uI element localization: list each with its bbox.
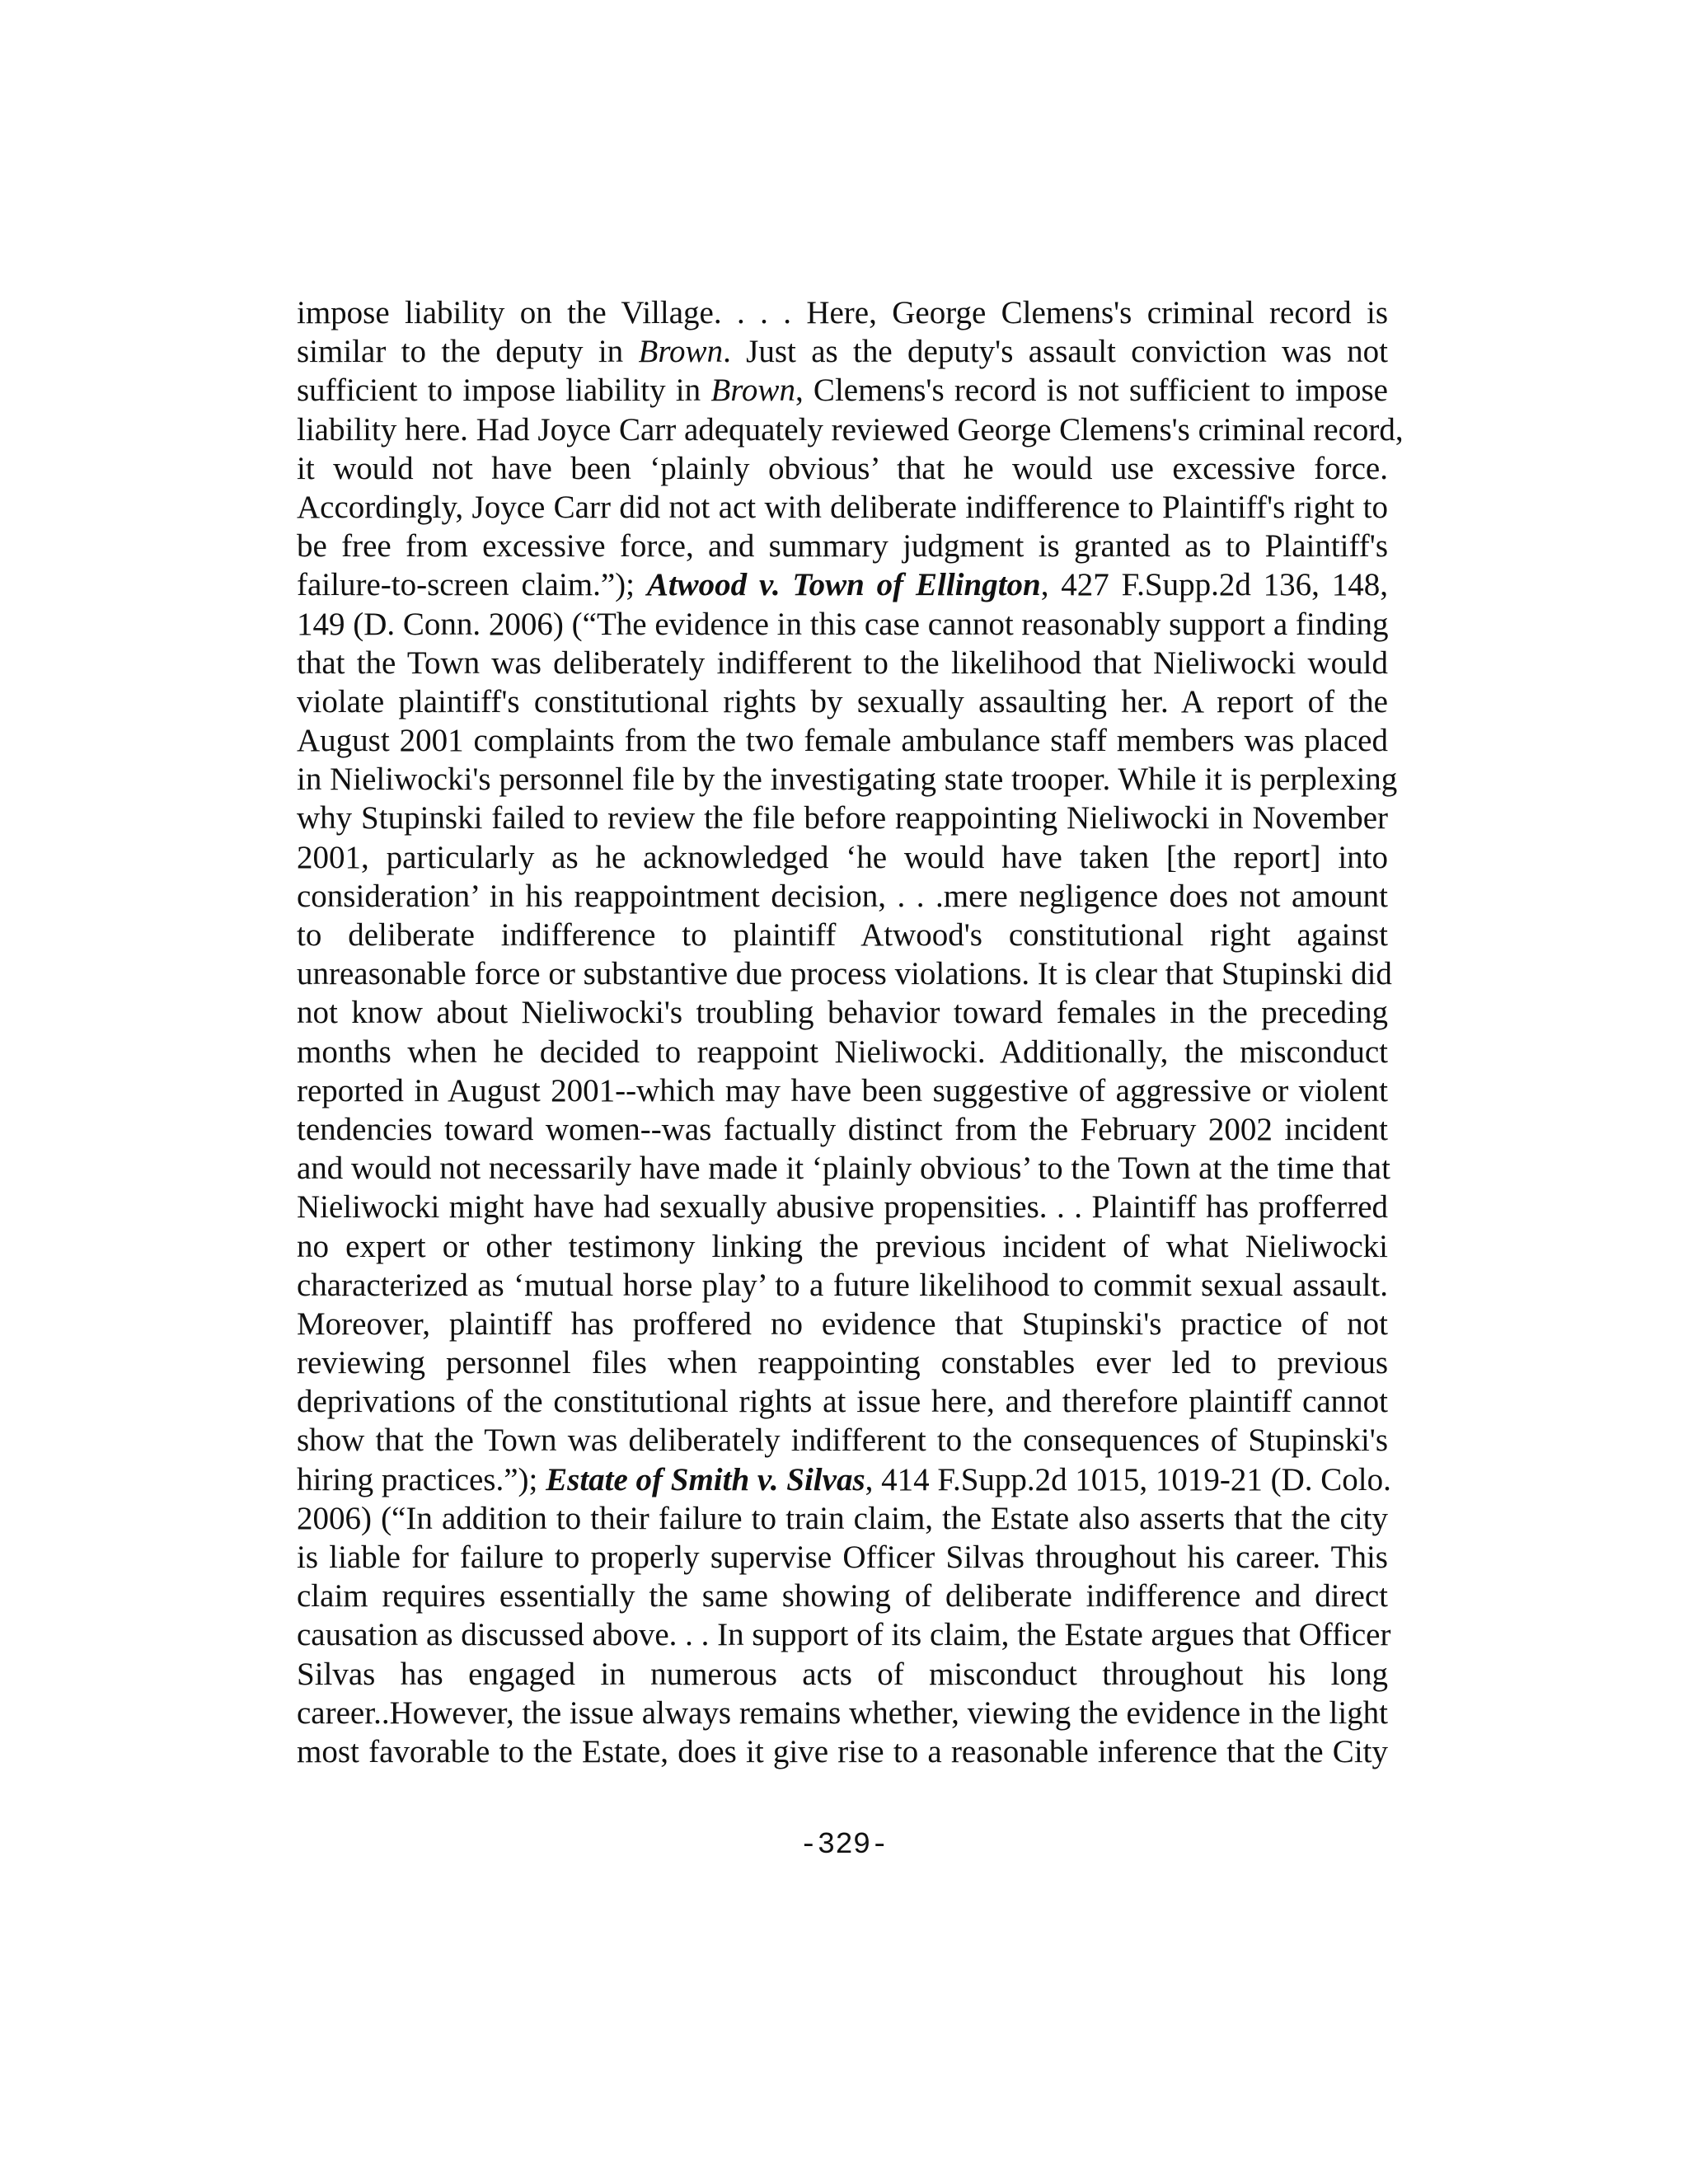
text-segment: 2006) (“In addition to their failure to train claim, the Estate also asserts that the city [297, 1500, 1388, 1536]
text-line [297, 1655, 1388, 1694]
page-number: -329- [799, 1828, 889, 1862]
text-line [297, 682, 1388, 721]
body-text [297, 293, 1404, 1771]
text-segment: liability here. Had Joyce Carr adequately reviewed George Clemens's criminal record, [297, 411, 1404, 448]
text-line [297, 721, 1388, 760]
text-line [297, 760, 1398, 799]
text-segment: . Just as the deputy's assault conviction was not [723, 334, 1389, 370]
text-segment: , 427 F.Supp.2d 136, 148, [1040, 567, 1388, 603]
text-segment: tendencies toward women--was factually distinct from the February 2002 incident [297, 1111, 1388, 1147]
text-segment: be free from excessive force, and summary judgment is granted as to Plaintiff's [297, 528, 1388, 565]
text-line [297, 1382, 1388, 1421]
text-segment: career..However, the issue always remains whether, viewing the evidence in the light [297, 1694, 1388, 1731]
text-segment: deprivations of the constitutional rights at issue here, and therefore plaintiff cannot [297, 1384, 1388, 1420]
text-line [297, 916, 1388, 954]
text-segment: claim requires essentially the same showing of deliberate indifference and direct [297, 1578, 1388, 1615]
text-segment: most favorable to the Estate, does it give rise to a reasonable inference that the City [297, 1733, 1388, 1769]
text-segment: why Stupinski failed to review the file before reappointing Nieliwocki in November [297, 800, 1388, 837]
text-line [297, 1732, 1388, 1771]
text-segment: months when he decided to reappoint Nieliwocki. Additionally, the misconduct [297, 1033, 1388, 1070]
text-segment: in Nieliwocki's personnel file by the investigating state trooper. While it is perplexing [297, 762, 1398, 798]
text-line [297, 1227, 1388, 1266]
text-segment: not know about Nieliwocki's troubling behavior toward females in the preceding [297, 995, 1388, 1031]
text-line [297, 1305, 1388, 1343]
case-citation-name: Atwood v. Town of Ellington [646, 567, 1041, 603]
text-segment: Silvas has engaged in numerous acts of misconduct throughout his long [297, 1656, 1388, 1692]
text-segment: reported in August 2001--which may have been suggestive of aggressive or violent [297, 1072, 1388, 1108]
text-segment: no expert or other testimony linking the previous incident of what Nieliwocki [297, 1228, 1388, 1264]
text-line [297, 371, 1388, 410]
text-segment: unreasonable force or substantive due process violations. It is clear that Stupinski did [297, 956, 1392, 992]
text-segment: 149 (D. Conn. 2006) (“The evidence in this case cannot reasonably support a finding [297, 606, 1389, 642]
text-line [297, 527, 1388, 565]
text-segment: show that the Town was deliberately indifferent to the consequences of Stupinski's [297, 1422, 1388, 1459]
text-line [297, 1421, 1388, 1460]
text-line [297, 954, 1392, 993]
text-line [297, 449, 1388, 488]
text-segment: and would not necessarily have made it ‘plainly obvious’ to the Town at the time that [297, 1151, 1390, 1187]
text-segment: causation as discussed above. . . In support of its claim, the Estate argues that Officer [297, 1617, 1391, 1653]
text-segment: Moreover, plaintiff has proffered no evidence that Stupinski's practice of not [297, 1305, 1388, 1342]
text-line [297, 1343, 1388, 1382]
case-name-italic: Brown [638, 334, 724, 370]
text-segment: reviewing personnel files when reappointing constables ever led to previous [297, 1345, 1388, 1381]
text-segment: to deliberate indifference to plaintiff Atwood's constitutional right against [297, 917, 1388, 953]
text-line [297, 1266, 1388, 1305]
text-segment: similar to the deputy in [297, 334, 639, 370]
text-segment: Accordingly, Joyce Carr did not act with deliberate indifference to Plaintiff's right to [297, 489, 1388, 525]
text-line [297, 1615, 1391, 1654]
text-line [297, 799, 1388, 837]
text-segment: Nieliwocki might have had sexually abusive propensities. . . Plaintiff has profferred [297, 1189, 1388, 1226]
text-segment: failure-to-screen claim.”); [297, 567, 647, 603]
text-line [297, 644, 1388, 682]
text-segment: characterized as ‘mutual horse play’ to a future likelihood to commit sexual assault. [297, 1267, 1388, 1303]
text-line [297, 1149, 1388, 1188]
text-line [297, 1188, 1388, 1226]
text-segment: impose liability on the Village. . . . Here, George Clemens's criminal record is [297, 295, 1388, 330]
text-segment: consideration’ in his reappointment decision, . . .mere negligence does not amount [297, 878, 1388, 914]
text-segment: that the Town was deliberately indifferent to the likelihood that Nieliwocki would [297, 644, 1388, 681]
case-name-italic: Brown [710, 373, 795, 409]
text-segment: hiring practices.”); [297, 1461, 546, 1497]
text-segment: , 414 F.Supp.2d 1015, 1019-21 (D. Colo. [865, 1461, 1391, 1497]
text-segment: , Clemens's record is not sufficient to impose [795, 373, 1388, 409]
text-line [297, 838, 1388, 877]
text-line [297, 410, 1404, 449]
text-line [297, 1694, 1388, 1732]
text-line [297, 1577, 1388, 1615]
text-line [297, 1071, 1388, 1110]
text-line [297, 488, 1388, 527]
text-segment: is liable for failure to properly supervise Officer Silvas throughout his career. This [297, 1540, 1388, 1575]
text-line [297, 1538, 1388, 1577]
text-line [297, 605, 1388, 644]
text-line [297, 1033, 1388, 1071]
text-segment: violate plaintiff's constitutional rights by sexually assaulting her. A report of the [297, 683, 1388, 719]
text-line [297, 565, 1388, 604]
text-line [297, 993, 1388, 1032]
text-line [297, 332, 1388, 371]
text-line [297, 1460, 1391, 1499]
text-segment: sufficient to impose liability in [297, 373, 711, 409]
case-citation-name: Estate of Smith v. Silvas [546, 1461, 865, 1497]
text-segment: it would not have been ‘plainly obvious’ that he would use excessive force. [297, 450, 1388, 486]
text-line [297, 1499, 1388, 1538]
text-segment: August 2001 complaints from the two female ambulance staff members was placed [297, 723, 1388, 759]
text-line [297, 1110, 1388, 1149]
text-segment: 2001, particularly as he acknowledged ‘he would have taken [the report] into [297, 839, 1388, 875]
text-line [297, 877, 1388, 916]
text-line [297, 293, 1388, 332]
